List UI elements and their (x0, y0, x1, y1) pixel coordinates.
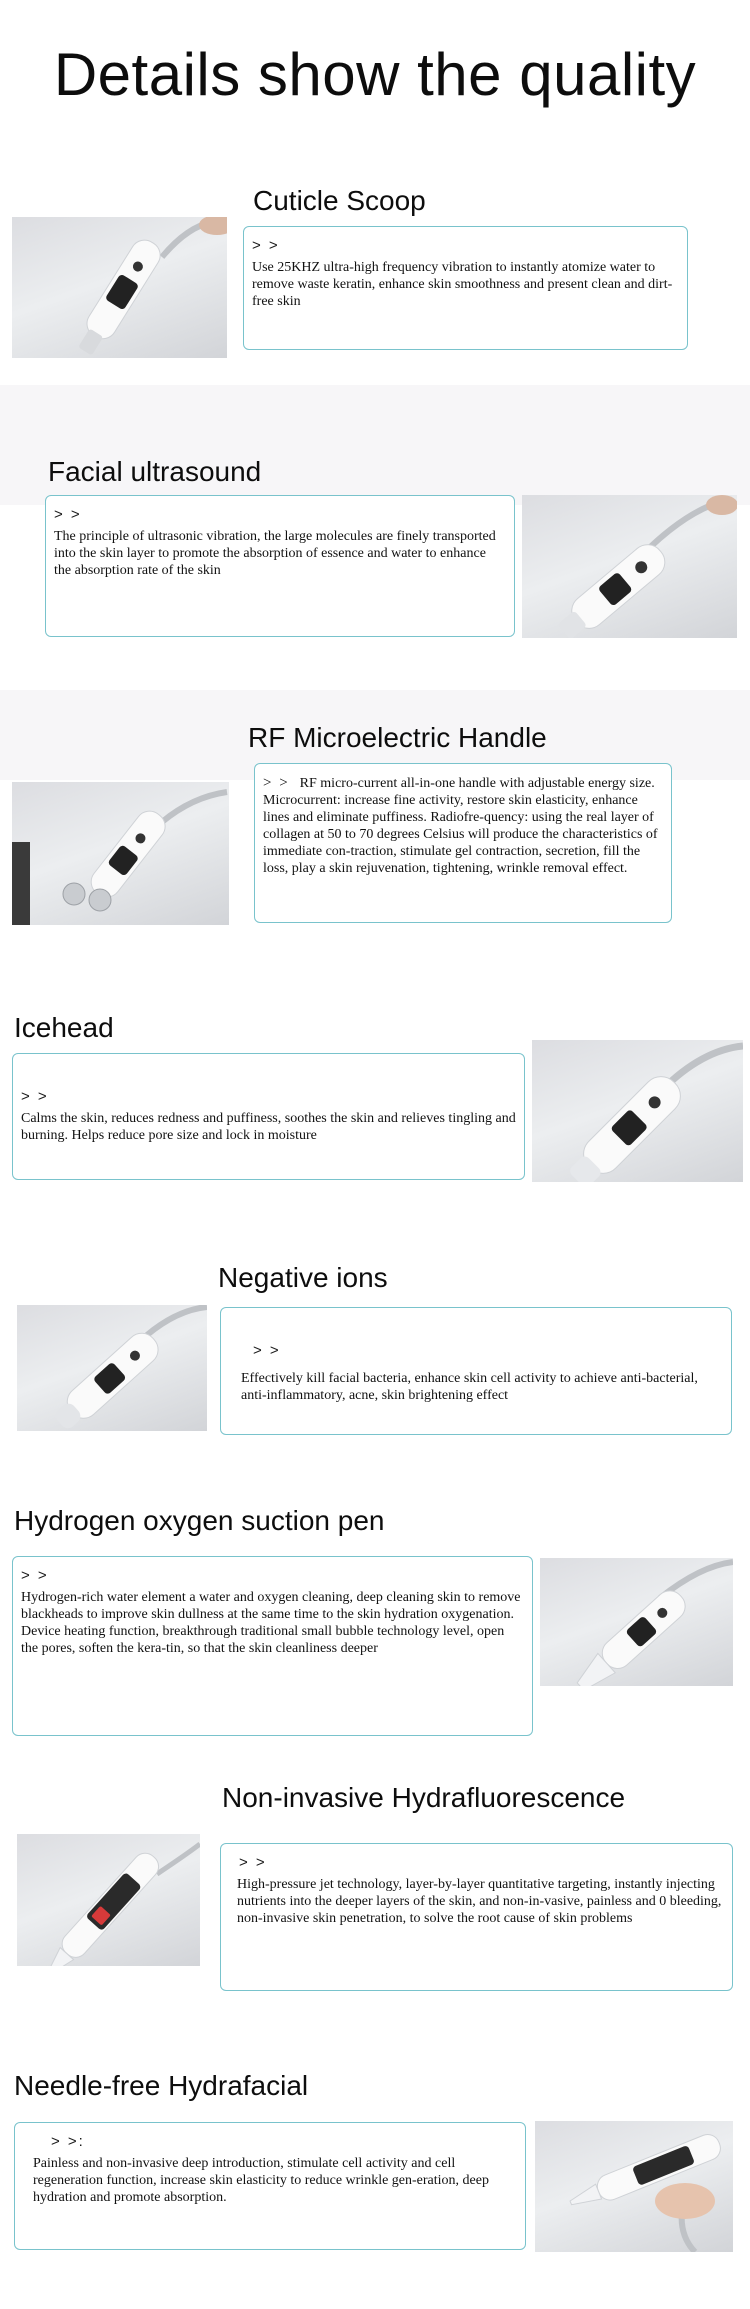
feature-description: Use 25KHZ ultra-high frequency vibration to instantly atomize water to remove waste keratin, enhance skin smoothness and present clean and dirt-free skin (252, 260, 673, 309)
chevrons-icon: > > (252, 237, 280, 254)
feature-description-box (14, 2122, 526, 2250)
feature-description-box (254, 763, 672, 923)
feature-description: Effectively kill facial bacteria, enhance skin cell activity to achieve anti-bacterial, anti-inflammatory, acne, skin brightening effect (241, 1371, 698, 1403)
icehead-device-photo (532, 1040, 743, 1182)
hydrogen-oxygen-pen-device-photo (540, 1558, 733, 1686)
chevrons-icon: > > (54, 506, 82, 523)
feature-description-box (243, 226, 688, 350)
page-title: Details show the quality (53, 41, 697, 108)
section-title: RF Microelectric Handle (248, 722, 547, 753)
feature-description-box (12, 1053, 525, 1180)
negative-ions-device-photo (17, 1305, 207, 1431)
feature-description-box (220, 1307, 732, 1435)
section-title: Cuticle Scoop (253, 185, 426, 216)
chevrons-icon: > > (253, 1342, 281, 1359)
chevrons-icon: > >: (51, 2133, 85, 2150)
feature-description: Hydrogen-rich water element a water and oxygen cleaning, deep cleaning skin to remove blackheads to improve skin dullness at the same time to the skin hydration oxygenation. Device heating function, breakthrough traditional small bubble technology level, open the pores, soften the kera-tin, so that the skin cleanliness deeper (21, 1590, 521, 1656)
section-title: Icehead (14, 1012, 114, 1043)
cuticle-scoop-device-photo (12, 217, 227, 358)
facial-ultrasound-device-photo (522, 495, 737, 638)
feature-description-box (45, 495, 515, 637)
section-title: Needle-free Hydrafacial (14, 2070, 309, 2101)
feature-description: The principle of ultrasonic vibration, the large molecules are finely transported into the skin layer to promote the absorption of essence and water to enhance the absorption rate of the skin (54, 529, 496, 578)
section-title: Negative ions (218, 1262, 388, 1293)
chevrons-icon: > > (21, 1088, 49, 1105)
hydrafluorescence-device-photo (17, 1834, 200, 1966)
section-title: Facial ultrasound (48, 456, 262, 487)
section-title: Non-invasive Hydrafluorescence (222, 1782, 626, 1813)
chevrons-icon: > > (239, 1854, 267, 1871)
feature-description: > > RF micro-current all-in-one handle with adjustable energy size. Microcurrent: increase fine activity, restore skin elasticity, enhance lines and eliminate puffiness. Radiofre-quency: using the real layer of collagen at 50 to 70 degrees Celsius will produce the characteristics of immediate con-traction, stimulate gel contraction, secretion, fill the loss, play a skin rejuvenation, tightening, wrinkle removal effect. (263, 775, 658, 876)
chevrons-icon: > > (263, 775, 290, 791)
feature-description: High-pressure jet technology, layer-by-layer quantitative targeting, instantly injecting nutrients into the deeper layers of the skin, and non-in-vasive, painless and 0 bleeding, non-invasive skin penetration, to solve the root cause of skin problems (237, 1877, 722, 1926)
chevrons-icon: > > (21, 1567, 49, 1584)
feature-description-box (220, 1843, 733, 1991)
feature-description: Calms the skin, reduces redness and puffiness, soothes the skin and relieves tingling and burning. Helps reduce pore size and lock in moisture (21, 1111, 516, 1143)
section-title: Hydrogen oxygen suction pen (14, 1505, 385, 1536)
hydrafacial-device-photo (535, 2121, 733, 2252)
rf-handle-device-photo (12, 782, 229, 925)
feature-description: Painless and non-invasive deep introduction, stimulate cell activity and cell regeneration function, increase skin elasticity to reduce wrinkle gen-eration, deep hydration and promote absorption. (33, 2156, 489, 2205)
feature-description-box (12, 1556, 533, 1736)
